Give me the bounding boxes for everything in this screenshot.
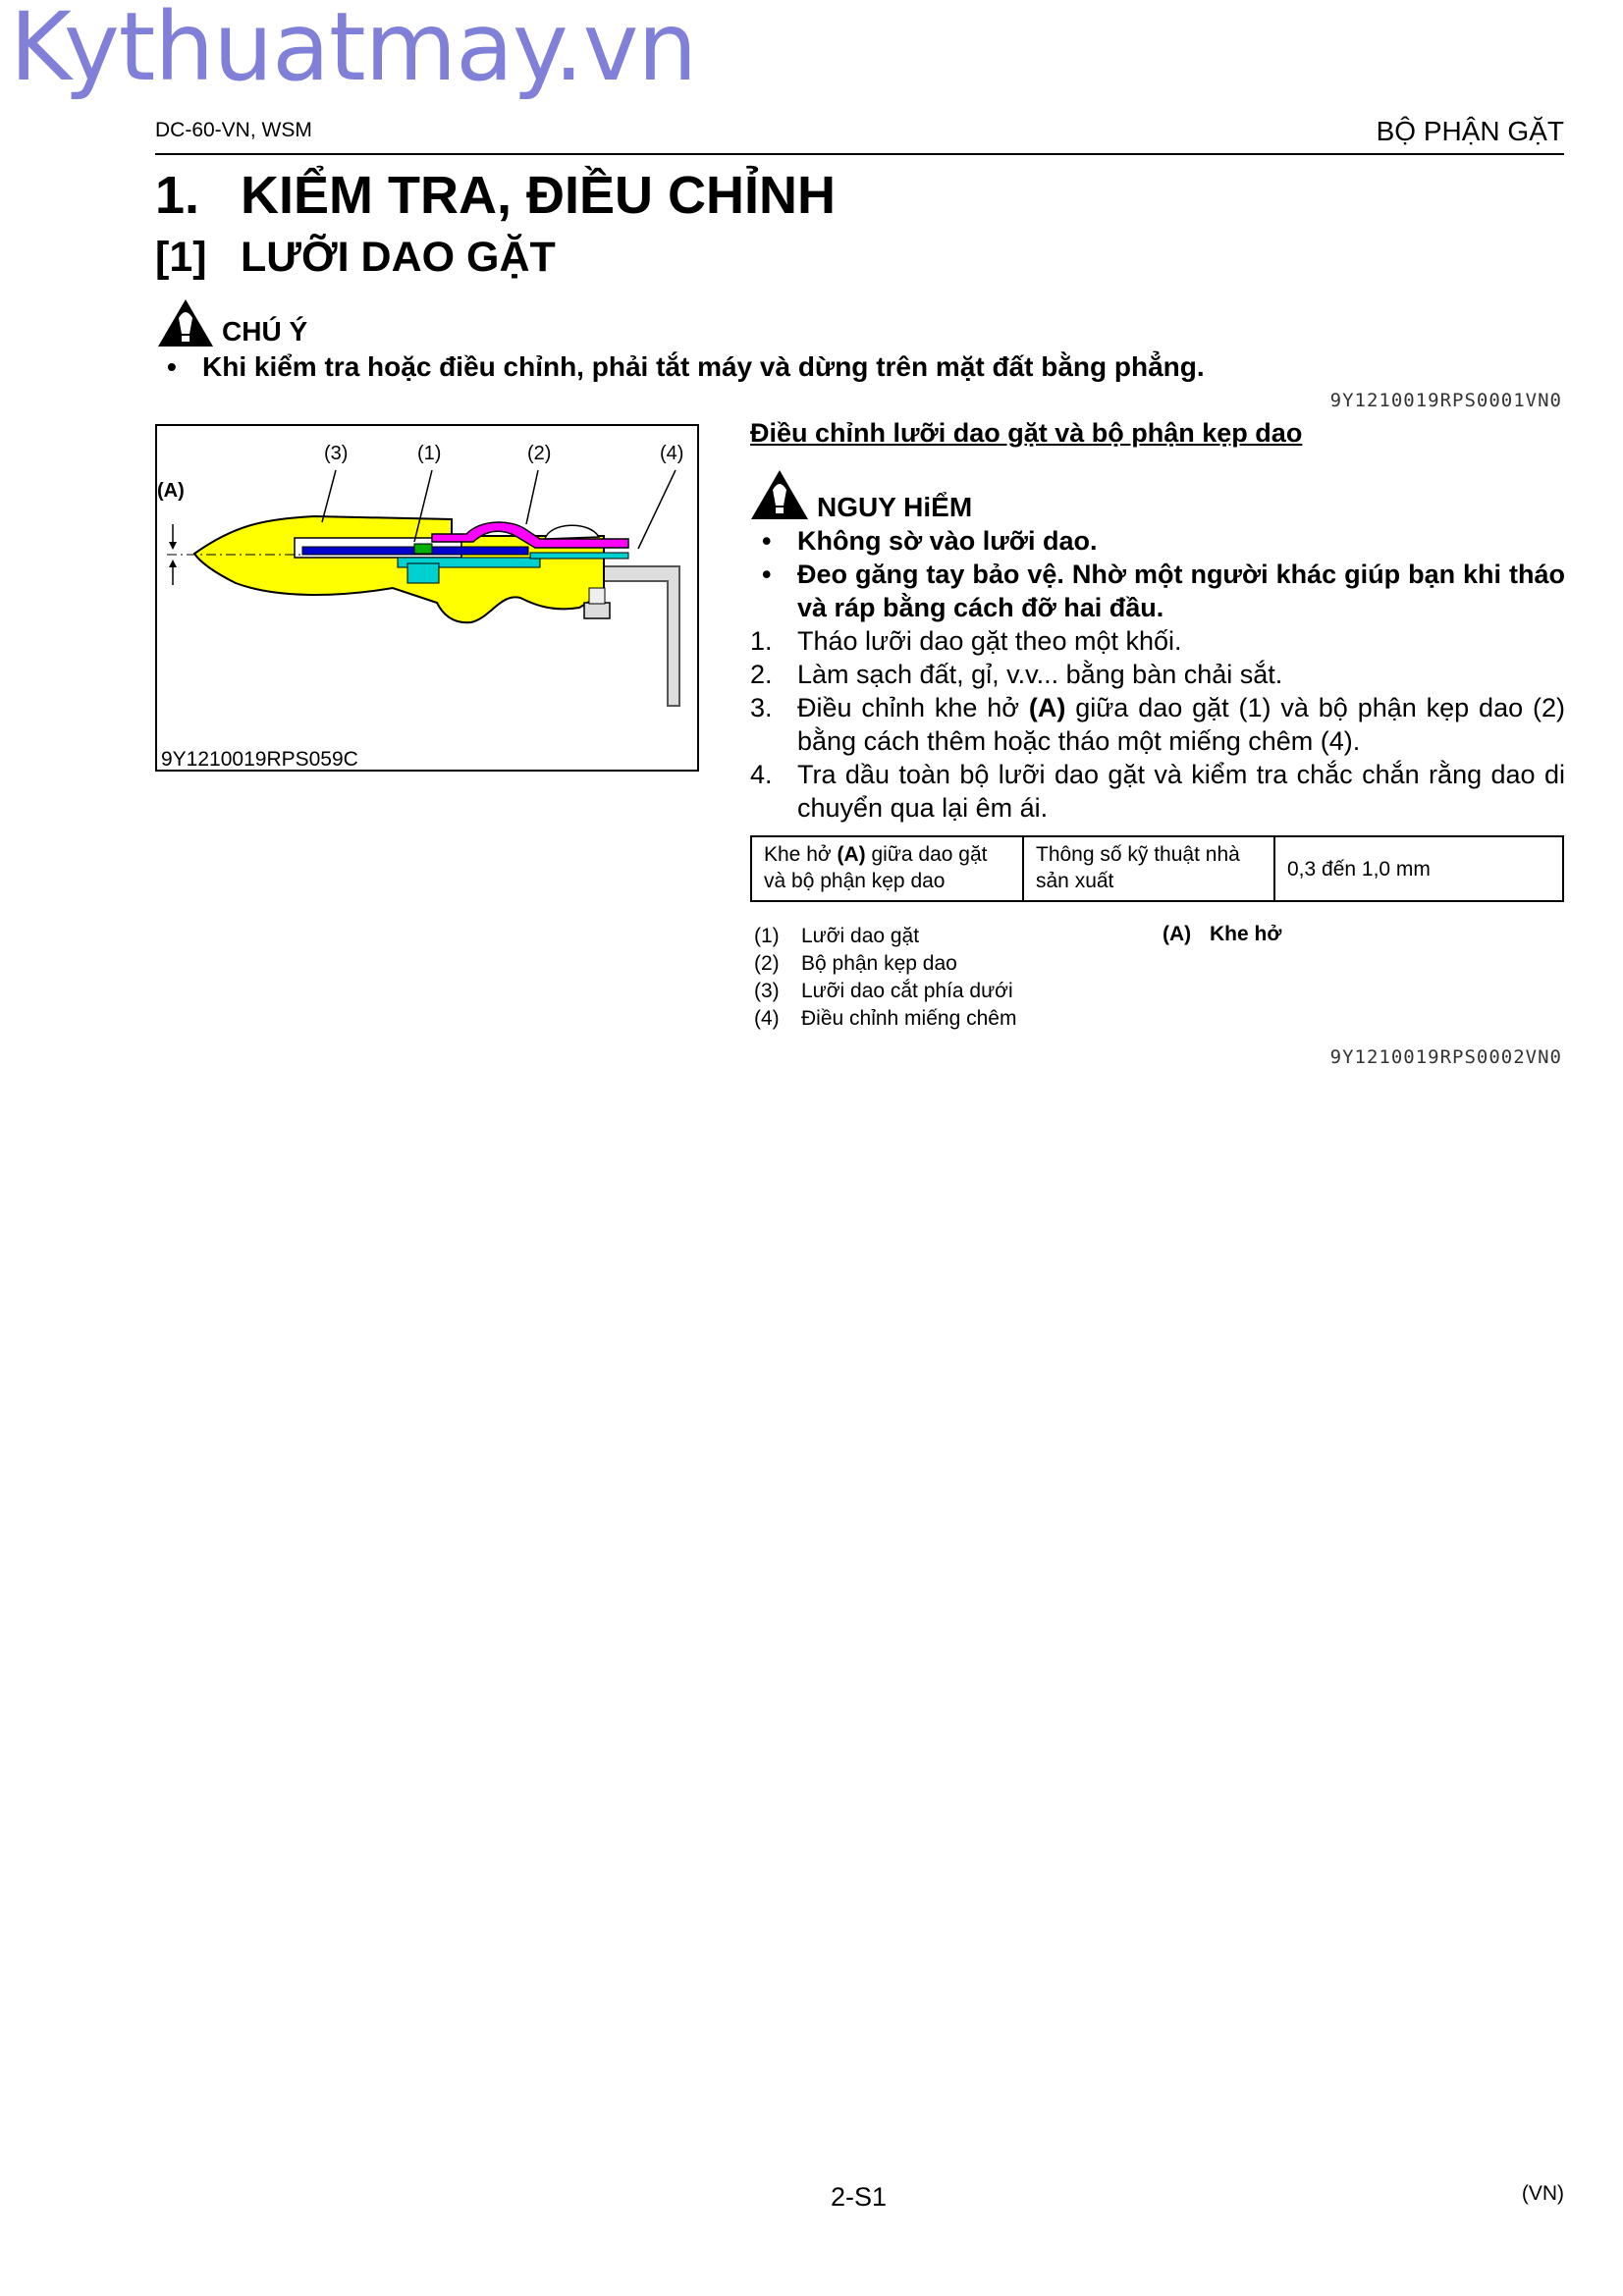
spec-table — [750, 835, 1564, 902]
watermark: Kythuatmay.vn — [10, 0, 697, 102]
reference-code-2: 9Y1210019RPS0002VN0 — [1329, 1046, 1562, 1068]
knife-diagram — [155, 424, 699, 772]
step-number: 3. — [750, 693, 773, 722]
leader-line-3 — [322, 470, 336, 522]
page-language: (VN) — [1521, 2182, 1564, 2205]
spec-type: Thông số kỹ thuật nhà sản xuất — [1024, 837, 1275, 900]
label-3: (3) — [324, 443, 349, 464]
step-text: Tháo lưỡi dao gặt theo một khối. — [797, 626, 1182, 656]
nut-shape — [584, 603, 610, 618]
legend-number: (1) — [754, 925, 780, 947]
heading-2-number: [1] — [155, 234, 207, 281]
danger-bullet-text: Đeo găng tay bảo vệ. Nhờ một người khác giúp bạn khi tháo và ráp bằng cách đỡ hai đầu. — [797, 560, 1565, 622]
danger-bullet-list — [750, 524, 1565, 624]
reference-code-1: 9Y1210019RPS0001VN0 — [1329, 390, 1562, 411]
legend-list — [754, 923, 1016, 1033]
danger-icon — [750, 469, 809, 520]
danger-title: NGUY HiỂM — [817, 492, 973, 522]
step-text: Làm sạch đất, gỉ, v.v... bằng bàn chải sắt. — [797, 660, 1283, 689]
legend-a-text: Khe hở — [1210, 923, 1282, 945]
legend-item-a — [1163, 923, 1281, 946]
legend-text: Lưỡi dao cắt phía dưới — [801, 980, 1013, 1002]
label-4: (4) — [660, 443, 684, 464]
legend-text: Bộ phận kẹp dao — [801, 952, 957, 975]
step-text-bold: (A) — [1028, 693, 1066, 722]
legend-item — [754, 1005, 1016, 1033]
spec-item-text: giữa dao gặt và bộ phận kẹp dao — [764, 843, 988, 892]
rivet-base-shape — [407, 563, 439, 583]
procedure-step — [750, 758, 1565, 825]
legend-number: (2) — [754, 952, 780, 975]
danger-bullet — [750, 558, 1565, 624]
heading-2-text: LƯỠI DAO GẶT — [241, 234, 556, 281]
header-section-title: BỘ PHẬN GẶT — [1376, 116, 1564, 146]
procedure-step — [750, 624, 1565, 658]
spec-item-bold: (A) — [837, 843, 866, 866]
procedure-step — [750, 658, 1565, 691]
caution-bullet — [167, 351, 1205, 383]
label-2: (2) — [527, 443, 552, 464]
heading-1 — [155, 165, 836, 226]
step-text — [797, 691, 1565, 758]
legend-number: (3) — [754, 980, 780, 1002]
heading-2 — [155, 234, 556, 282]
legend-text: Điều chỉnh miếng chêm — [801, 1007, 1017, 1030]
heading-1-text: KIỂM TRA, ĐIỀU CHỈNH — [241, 166, 836, 225]
legend-item — [754, 923, 1016, 950]
procedure-step — [750, 691, 1565, 758]
step-number: 2. — [750, 660, 773, 689]
danger-bullet — [750, 524, 1565, 558]
figure-caption: 9Y1210019RPS059C — [161, 748, 358, 771]
procedure-steps — [750, 624, 1565, 825]
step-text: Tra dầu toàn bộ lưỡi dao gặt và kiểm tra chắc chắn rằng dao di chuyển qua lại êm ái. — [797, 760, 1565, 823]
header-rule — [155, 153, 1564, 155]
step-text-part: giữa dao gặt (1) và bộ phận kẹp dao (2) bằng cách thêm hoặc tháo một miếng chêm (4). — [797, 693, 1565, 756]
knife-diagram-drawing — [157, 426, 697, 770]
spec-value: 0,3 đến 1,0 mm — [1287, 857, 1431, 881]
spec-item-text: Khe hở — [764, 843, 838, 866]
bullet-dot: • — [167, 351, 177, 382]
step-number: 1. — [750, 626, 773, 656]
legend-item — [754, 978, 1016, 1005]
label-a: (A) — [157, 480, 185, 502]
legend-item — [754, 950, 1016, 978]
legend-a-number: (A) — [1163, 923, 1192, 945]
spec-item — [752, 837, 1024, 900]
bolt-head-shape — [545, 525, 599, 539]
leader-line-4 — [638, 470, 676, 549]
knife-guard-shape — [194, 516, 604, 622]
heading-1-number: 1. — [155, 166, 200, 225]
section-title: Điều chỉnh lưỡi dao gặt và bộ phận kẹp dao — [750, 418, 1303, 448]
bullet-dot: • — [762, 560, 772, 589]
step-number: 4. — [750, 760, 773, 789]
caution-title: CHÚ Ý — [222, 316, 308, 347]
danger-bullet-text: Không sờ vào lưỡi dao. — [797, 526, 1098, 556]
bolt-shank-shape — [589, 588, 605, 604]
step-text-part: Điều chỉnh khe hở — [797, 693, 1029, 722]
rivet-shape — [414, 544, 432, 554]
warning-icon — [157, 298, 214, 347]
caution-bullet-text: Khi kiểm tra hoặc điều chỉnh, phải tắt máy và dừng trên mặt đất bằng phẳng. — [202, 351, 1205, 382]
legend-text: Lưỡi dao gặt — [801, 925, 920, 947]
header-doc-code: DC-60-VN, WSM — [155, 119, 312, 141]
legend-number: (4) — [754, 1007, 780, 1030]
page-number: 2-S1 — [831, 2182, 888, 2212]
leader-line-2 — [526, 470, 538, 524]
bullet-dot: • — [762, 526, 772, 556]
label-1: (1) — [417, 443, 442, 464]
shim-shape — [530, 553, 628, 559]
